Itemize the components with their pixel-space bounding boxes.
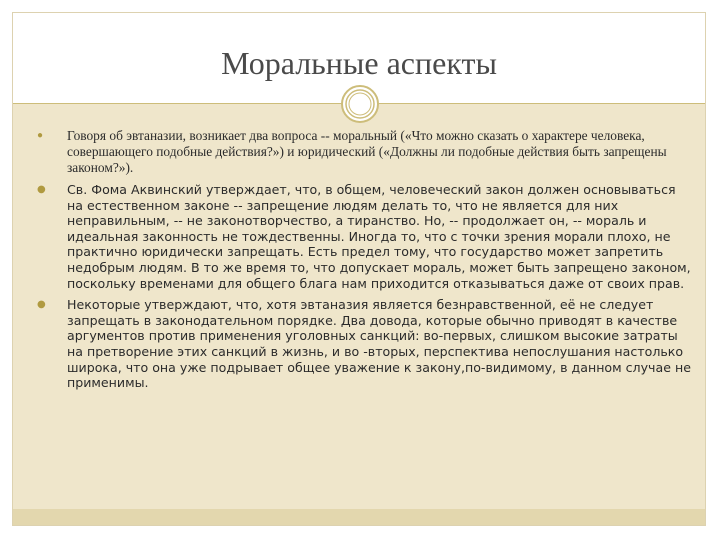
slide-title: Моральные аспекты [221, 45, 497, 81]
bullet-marker-icon: ● [37, 299, 46, 311]
circle-ornament-icon [340, 84, 380, 124]
bullet-list [31, 128, 691, 397]
bullet-marker-icon: ● [37, 184, 46, 195]
bullet-item [31, 128, 691, 176]
bullet-text: Некоторые утверждают, что, хотя эвтаназия является безнравственной, её не следует запрещать в законодательном порядке. Два довода, которые обычно приводят в качестве аргументов против применения уголовных санкций: во-первых, слишком высокие затраты на претворение этих санкций в жизнь, и во -вторых, перспектива непослушания настолько широка, что она уже подрывает общее уважение к закону,по-видимому, в данном случае не применимы. [67, 297, 691, 391]
bottom-band [13, 509, 705, 525]
slide [12, 12, 706, 526]
bullet-text: Св. Фома Аквинский утверждает, что, в общем, человеческий закон должен основываться на естественном законе -- запрещение людям делать то, что не является для них неправильным, -- не законотворчество, а тиранство. Но, -- продолжает он, -- мораль и идеальная законность не тождественны. Иногда то, что с точки зрения морали плохо, не практично юридически запрещать. Есть предел тому, что государство может запретить недобрым людям. В то же время то, что допускает мораль, может быть запрещено законом, поскольку временами для общего блага нам приходится отказываться даже от своих прав. [67, 182, 691, 291]
bullet-text: Говоря об эвтаназии, возникает два вопроса -- моральный («Что можно сказать о характере человека, совершающего подобные действия?») и юридический («Должны ли подобные действия быть запрещены законом?»). [67, 128, 667, 175]
bullet-item [31, 182, 691, 291]
bullet-item [31, 297, 691, 391]
bullet-marker-icon: ● [37, 130, 44, 141]
